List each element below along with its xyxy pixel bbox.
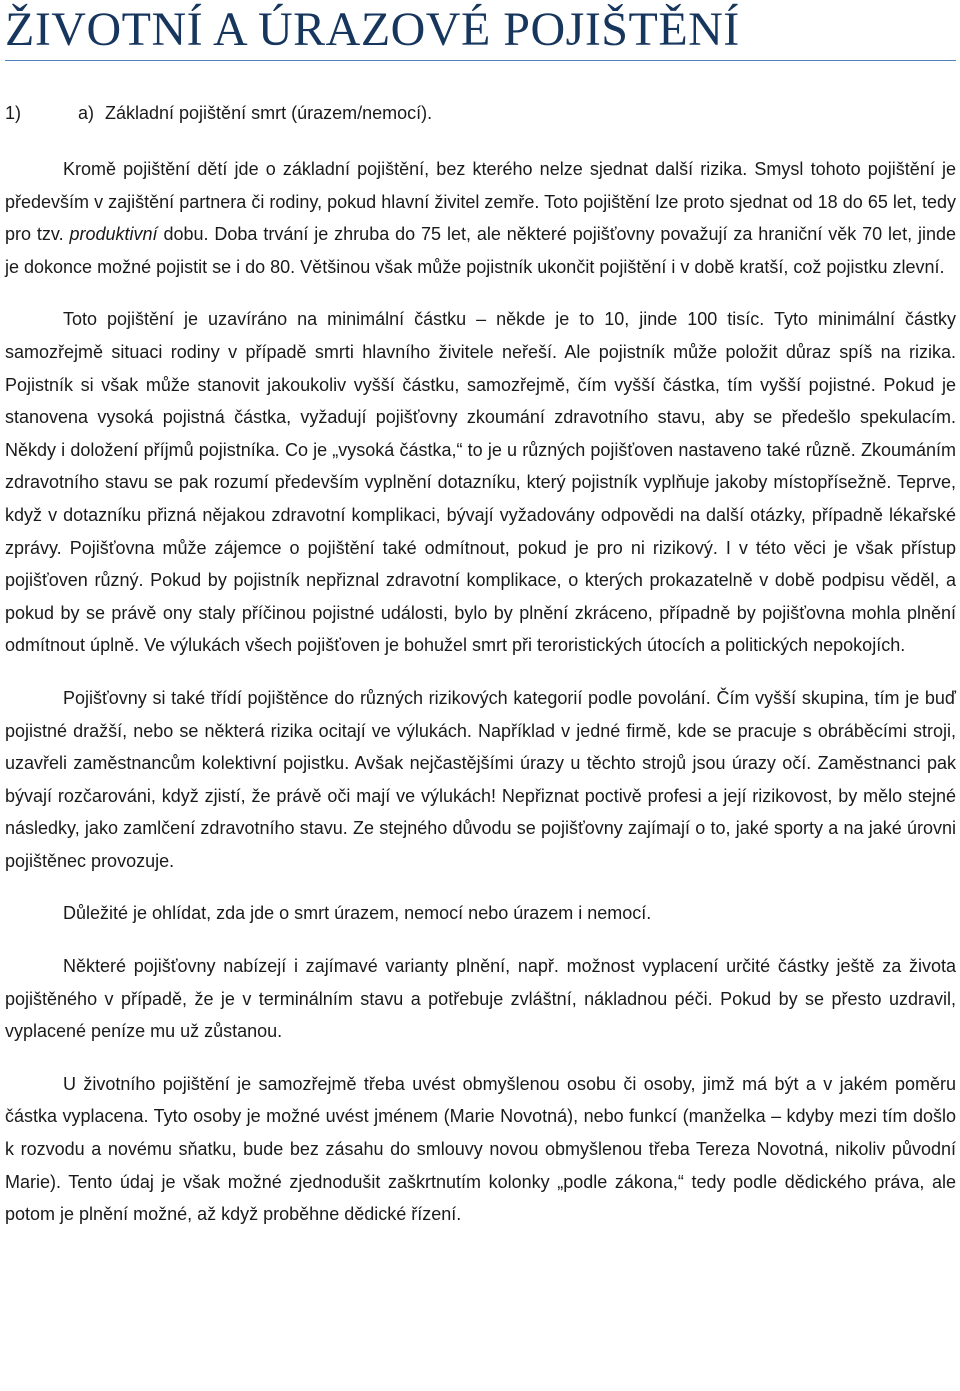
page-title: ŽIVOTNÍ A ÚRAZOVÉ POJIŠTĚNÍ	[5, 3, 740, 56]
section-heading-text: Základní pojištění smrt (úrazem/nemocí).	[105, 103, 433, 123]
section-heading	[5, 101, 956, 125]
paragraph-payout-variants: Některé pojišťovny nabízejí i zajímavé varianty plnění, např. možnost vyplacení určité částky ještě za života pojištěného v případě, že je v terminálním stavu a potřebuje zvláštní, nákladnou péči. Pokud by se přesto uzdravil, vyplacené peníze mu už zůstanou.	[5, 956, 956, 1042]
paragraph-text: dobu. Doba trvání je zhruba do 75 let, ale některé pojišťovny považují za hraniční věk 70 let, jinde je dokonce možné pojistit se i do 80. Většinou však může pojistník ukončit pojištění i v době kratší, což pojistku zlevní.	[5, 224, 957, 277]
title-divider	[5, 60, 956, 61]
paragraph-cause-of-death: Důležité je ohlídat, zda jde o smrt úrazem, nemocí nebo úrazem i nemocí.	[63, 903, 652, 924]
section-number: 1)	[5, 103, 22, 123]
emphasized-term: produktivní	[69, 224, 158, 245]
paragraph-text: Kromě pojištění dětí jde o základní pojištění, bez kterého nelze sjednat další rizika. Smysl tohoto pojištění je především v zajištění partnera či rodiny, pokud hlavní živitel zemře. Toto pojištění lze proto sjednat od 18 do 65 let, tedy pro tzv.	[5, 159, 956, 245]
subsection-letter: a)	[78, 103, 95, 123]
paragraph-beneficiary: U životního pojištění je samozřejmě třeba uvést obmyšlenou osobu či osoby, jimž má být a v jakém poměru částka vyplacena. Tyto osoby je možné uvést jménem (Marie Novotná), nebo funkcí (manželka – kdyby mezi tím došlo k rozvodu a novému sňatku, bude bez zásahu do smlouvy novou obmyšlenou třeba Tereza Novotná, nikoliv původní Marie). Tento údaj je však možné zjednodušit zaškrtnutím kolonky „podle zákona,“ tedy podle dědického práva, ale potom je plnění možné, až když proběhne dědické řízení.	[5, 1073, 956, 1225]
paragraph-basic-insurance	[5, 153, 956, 283]
paragraph-minimum-amount: Toto pojištění je uzavíráno na minimální částku – někde je to 10, jinde 100 tisíc. Tyto minimální částky samozřejmě situaci rodiny v případě smrti hlavního živitele neřeší. Ale pojistník může položit důraz spíš na rizika. Pojistník si však může stanovit jakoukoliv vyšší částku, samozřejmě, čím vyšší částka, tím vyšší pojistné. Pokud je stanovena vysoká pojistná částka, vyžadují pojišťovny zkoumání zdravotního stavu, aby se předešlo spekulacím. Někdy i doložení příjmů pojistníka. Co je „vysoká částka,“ to je u různých pojišťoven nastaveno také různě. Zkoumáním zdravotního stavu se pak rozumí především vyplnění dotazníku, který pojistník vyplňuje jakoby místopřísežně. Teprve, když v dotazníku přizná nějakou zdravotní komplikaci, bývají vyžadovány odpovědi na další otázky, případně lékařské zprávy. Pojišťovna může zájemce o pojištění také odmítnout, pokud je pro ni rizikový. I v této věci je však přístup pojišťoven různý. Pokud by pojistník nepřiznal zdravotní komplikace, o kterých prokazatelně v době podpisu věděl, a pokud by se právě ony staly příčinou pojistné události, bylo by plnění zkráceno, případně by pojišťovna mohla plnění odmítnout úplně. Ve výlukách všech pojišťoven je bohužel smrt při teroristických útocích a politických nepokojích.	[5, 309, 956, 656]
paragraph-risk-categories: Pojišťovny si také třídí pojištěnce do různých rizikových kategorií podle povolání. Čím vyšší skupina, tím je buď pojistné dražší, nebo se některá rizika ocitají ve výlukách. Například v jedné firmě, kde se pracuje s obráběcími stroji, uzavřeli zaměstnancům kolektivní pojistku. Avšak nejčastějšími úrazy u těchto strojů jsou úrazy očí. Zaměstnanci pak bývají rozčarováni, když zjistí, že právě oči mají ve výlukách! Nepřiznat poctivě profesi a její rizikovost, by mělo stejné následky, jako zamlčení zdravotního stavu. Ze stejného důvodu se pojišťovny zajímají o to, jaké sporty a na jaké úrovni pojištěnec provozuje.	[5, 687, 956, 871]
